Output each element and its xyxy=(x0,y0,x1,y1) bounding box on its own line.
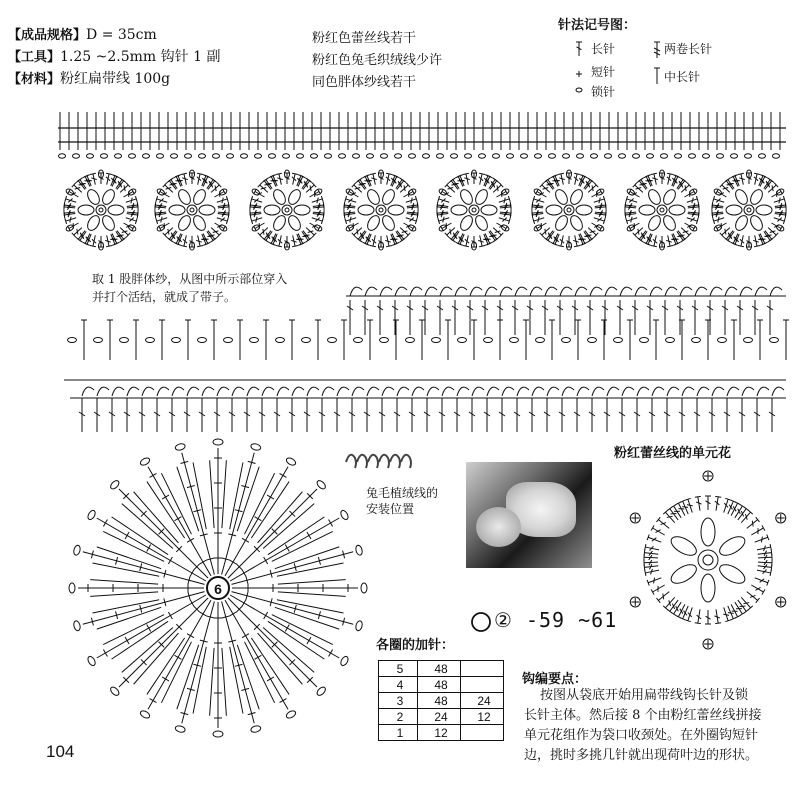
table-row: 1 12 xyxy=(379,725,504,741)
stitch-rows xyxy=(64,287,789,432)
photo-ref: ② -59 ~61 xyxy=(494,608,618,632)
single-motif-chart xyxy=(630,471,785,649)
rabbit-fur-marks xyxy=(346,455,411,468)
instructions-line-3: 单元花组作为袋口收颈处。在外圈钩短针 xyxy=(524,728,759,743)
spec-size: 【成品规格】D = 35cm xyxy=(8,27,157,43)
legend-sl: 锁针 xyxy=(591,85,616,99)
sample-photo xyxy=(466,462,592,568)
material-lace: 粉红色蕾丝线若干 xyxy=(312,31,417,46)
top-stitch-band xyxy=(58,112,786,158)
instructions-line-1: 按图从袋底开始用扁带线钩长针及锁 xyxy=(540,688,749,703)
motif-title: 粉红蕾丝线的单元花 xyxy=(614,446,732,461)
instructions-title: 钩编要点： xyxy=(522,672,588,687)
legend-dtr: 两卷长针 xyxy=(664,42,713,56)
instructions-line-2: 长针主体。然后接 8 个由粉红蕾丝线拼接 xyxy=(524,708,762,723)
legend-sc: 短针 xyxy=(591,65,616,79)
flower-motif-band xyxy=(64,170,786,250)
legend-hdc: 中长针 xyxy=(664,70,701,84)
table-row: 2 24 12 xyxy=(379,709,504,725)
increase-table xyxy=(378,660,504,741)
spec-material: 【材料】粉红扁带线 100g xyxy=(8,71,171,87)
table-row: 3 48 24 xyxy=(379,693,504,709)
material-chunky: 同色胖体纱线若干 xyxy=(312,75,417,90)
instructions-line-4: 边，挑时多挑几针就出现荷叶边的形状。 xyxy=(524,748,759,763)
rabbit-note-2: 安装位置 xyxy=(366,502,415,516)
legend-title: 针法记号图： xyxy=(558,18,637,33)
photo-ref-circle xyxy=(472,613,490,631)
stitch-legend-symbols xyxy=(576,42,660,92)
material-rabbit: 粉红色兔毛织绒线少许 xyxy=(312,53,443,68)
drawstring-note-2: 并打个活结，就成了带子。 xyxy=(92,290,237,304)
page-number: 104 xyxy=(46,742,75,761)
table-row: 5 48 xyxy=(379,661,504,677)
spec-tools: 【工具】1.25 ~2.5mm 钩针 1 副 xyxy=(8,49,221,65)
table-row: 4 48 xyxy=(379,677,504,693)
drawstring-note-1: 取 1 股胖体纱，从图中所示部位穿入 xyxy=(92,272,288,286)
rabbit-note-1: 兔毛植绒线的 xyxy=(366,486,439,500)
legend-dc: 长针 xyxy=(591,42,616,56)
increase-table-title: 各圈的加针： xyxy=(376,638,455,653)
center-number: 6 xyxy=(214,581,222,597)
